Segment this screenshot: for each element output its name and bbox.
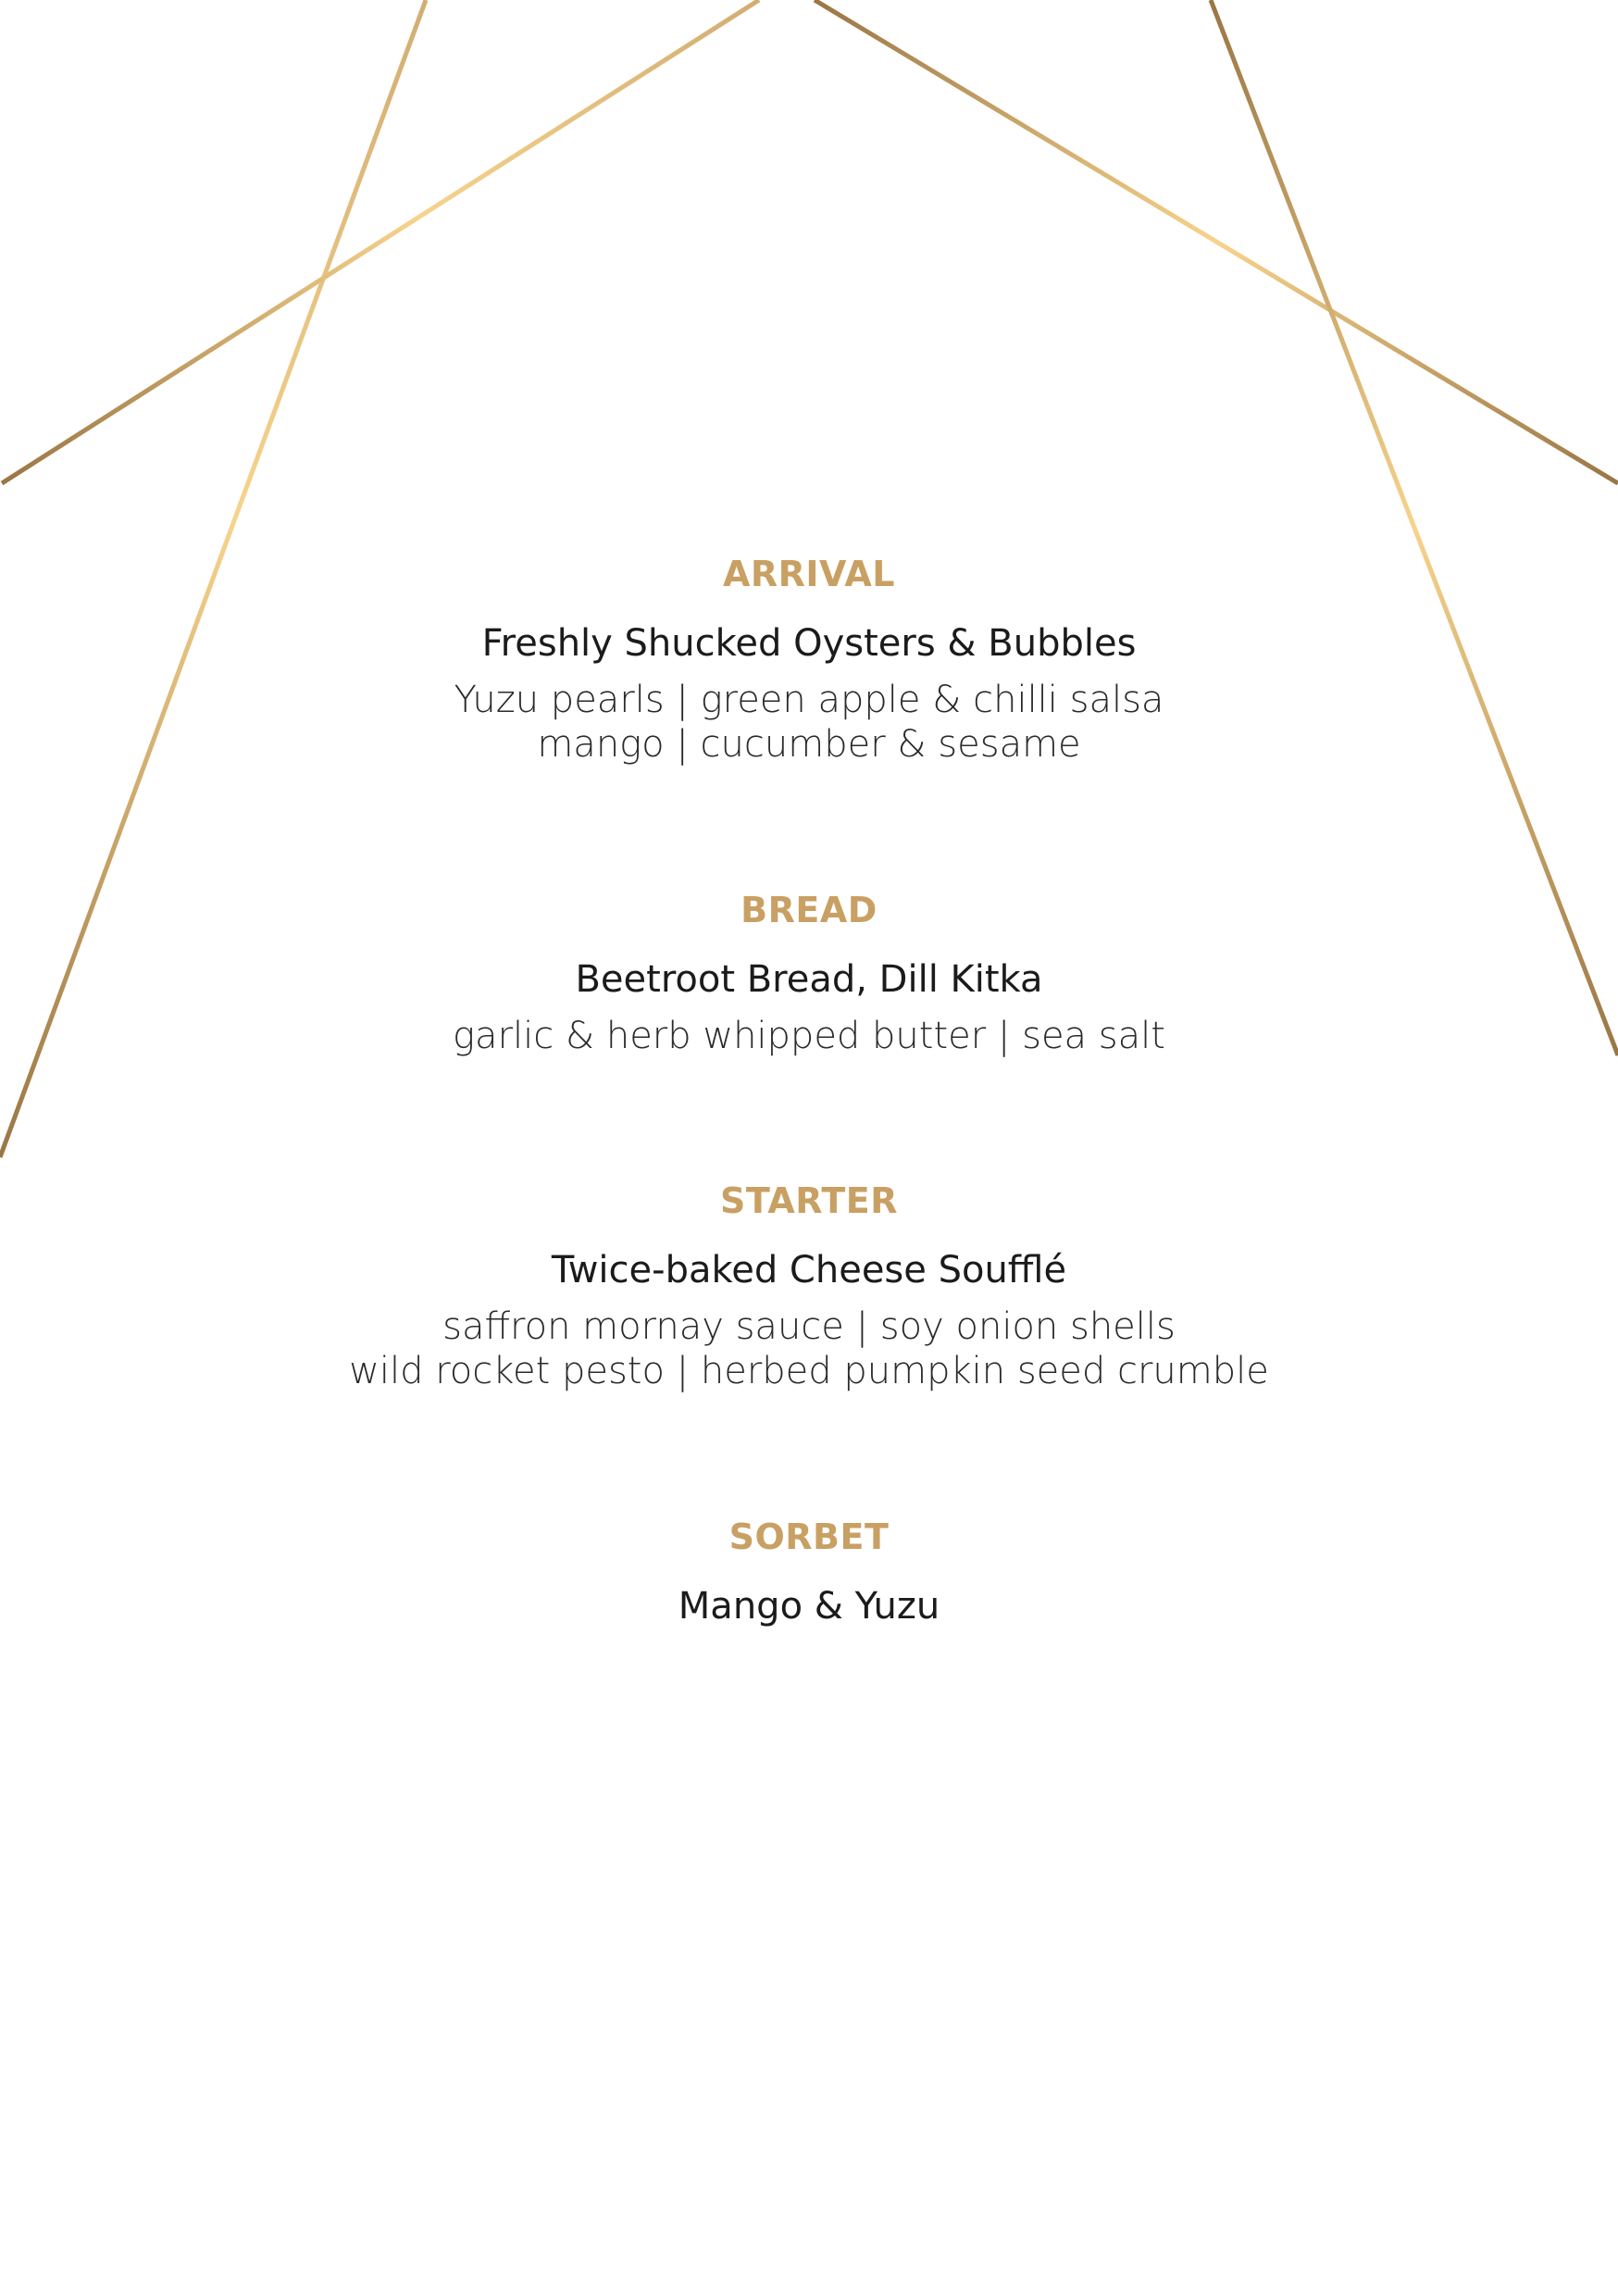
dish-description-line: mango | cucumber & sesame xyxy=(537,723,1081,766)
dish-name: Twice-baked Cheese Soufflé xyxy=(551,1249,1067,1292)
section-bread xyxy=(0,887,1618,1058)
dish-description-line: wild rocket pesto | herbed pumpkin seed crumble xyxy=(349,1350,1269,1392)
dish-description-line: Yuzu pearls | green apple & chilli salsa xyxy=(454,679,1164,721)
section-starter xyxy=(0,1178,1618,1393)
section-arrival xyxy=(0,551,1618,767)
dish-name: Freshly Shucked Oysters & Bubbles xyxy=(481,622,1137,665)
dish-name: Beetroot Bread, Dill Kitka xyxy=(575,958,1043,1001)
dish-name: Mango & Yuzu xyxy=(678,1585,940,1628)
section-title: ARRIVAL xyxy=(722,554,896,594)
section-title: BREAD xyxy=(741,890,877,930)
section-title: SORBET xyxy=(728,1516,890,1557)
section-sorbet xyxy=(0,1514,1618,1629)
dish-description-line: saffron mornay sauce | soy onion shells xyxy=(442,1305,1176,1348)
dish-description-line: garlic & herb whipped butter | sea salt xyxy=(453,1015,1165,1057)
section-title: STARTER xyxy=(720,1180,898,1221)
